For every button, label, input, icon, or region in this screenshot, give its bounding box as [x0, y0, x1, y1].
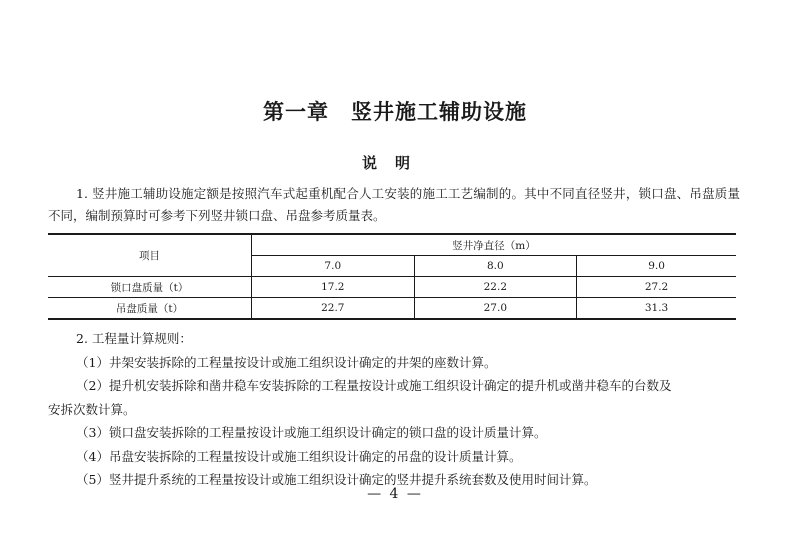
rules-heading: 2. 工程量计算规则：: [76, 331, 192, 346]
table-cell: 27.0: [414, 298, 577, 320]
rule-item: （5）竖井提升系统的工程量按设计或施工组织设计确定的竖井提升系统套数及使用时间计算。: [76, 472, 597, 487]
diameter-header: 9.0: [577, 256, 736, 277]
section-heading: 说明: [361, 154, 428, 172]
diameter-group-header: 竖井净直径（m）: [252, 234, 737, 256]
weights-table: [48, 233, 736, 320]
rule-item-continuation: 安拆次数计算。: [48, 401, 136, 417]
table-cell: 31.3: [577, 298, 736, 320]
row-label: 吊盘质量（t）: [48, 298, 252, 320]
table-row: [48, 277, 736, 298]
page-number: — 4 —: [367, 486, 423, 502]
table-row: [48, 298, 736, 320]
rule-item: （1）井架安装拆除的工程量按设计或施工组织设计确定的井架的座数计算。: [76, 354, 497, 370]
table-cell: 22.2: [414, 277, 577, 298]
diameter-header: 7.0: [252, 256, 415, 277]
table-cell: 17.2: [252, 277, 415, 298]
table-header-row: [48, 234, 736, 256]
paragraph-1: 1. 竖井施工辅助设施定额是按照汽车式起重机配合人工安装的施工工艺编制的。其中不同直径竖井，锁口盘、吊盘质量不同，编制预算时可参考下列竖井锁口盘、吊盘参考质量表。: [48, 186, 740, 223]
chapter-title: 第一章 竖井施工辅助设施: [263, 100, 527, 124]
table-cell: 27.2: [577, 277, 736, 298]
item-header: 项目: [48, 234, 252, 277]
table-cell: 22.7: [252, 298, 415, 320]
rule-item: （3）锁口盘安装拆除的工程量按设计或施工组织设计确定的锁口盘的设计质量计算。: [76, 425, 547, 440]
rule-item: （4）吊盘安装拆除的工程量按设计或施工组织设计确定的吊盘的设计质量计算。: [76, 448, 522, 464]
rule-item: （2）提升机安装拆除和凿井稳车安装拆除的工程量按设计或施工组织设计确定的提升机或凿井稳车的台数及: [76, 378, 672, 393]
diameter-header: 8.0: [414, 256, 577, 277]
rules-section: [48, 327, 740, 492]
row-label: 锁口盘质量（t）: [48, 277, 252, 298]
